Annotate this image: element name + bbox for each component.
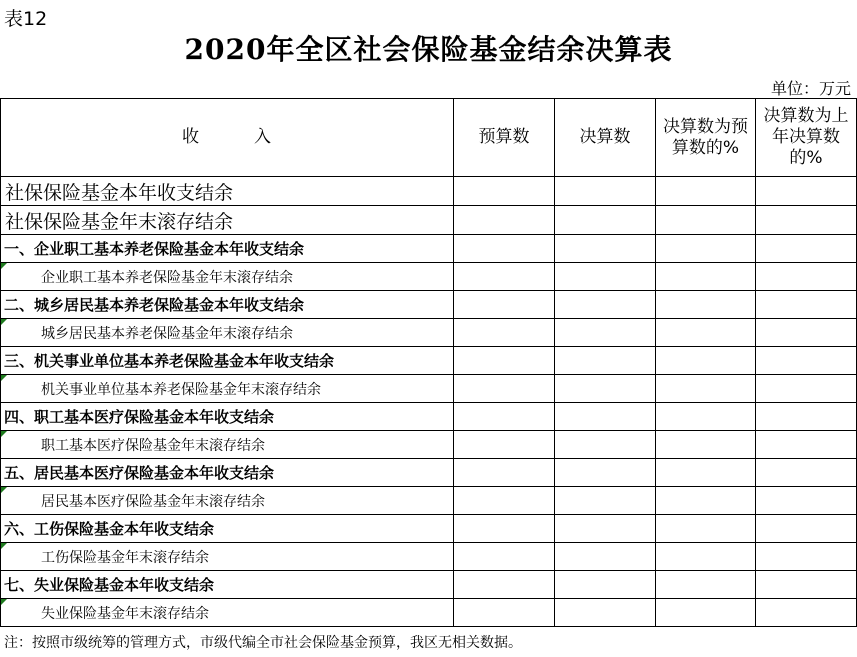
cell-budget — [454, 206, 555, 235]
cell-ratio-budget — [656, 431, 756, 459]
row-label-text: 五、居民基本医疗保险基金本年收支结余 — [4, 464, 275, 482]
row-label-text: 企业职工基本养老保险基金年末滚存结余 — [41, 269, 293, 286]
unit-label: 单位：万元 — [770, 79, 851, 98]
cell-ratio-last-year — [756, 599, 857, 627]
cell-ratio-budget — [656, 319, 756, 347]
cell-ratio-last-year — [756, 206, 857, 235]
cell-ratio-budget — [656, 515, 756, 543]
row-label-text: 居民基本医疗保险基金年末滚存结余 — [41, 493, 265, 510]
cell-budget — [454, 599, 555, 627]
table-row — [1, 235, 857, 263]
row-label — [1, 291, 454, 319]
row-label-text: 职工基本医疗保险基金年末滚存结余 — [41, 437, 265, 454]
cell-ratio-budget — [656, 347, 756, 375]
table-row — [1, 263, 857, 291]
table-row — [1, 177, 857, 206]
row-label — [1, 431, 454, 459]
cell-budget — [454, 235, 555, 263]
settlement-table — [0, 98, 857, 627]
cell-budget — [454, 291, 555, 319]
cell-budget — [454, 347, 555, 375]
table-body — [1, 177, 857, 627]
cell-marker-icon — [1, 263, 7, 269]
row-label — [1, 235, 454, 263]
cell-ratio-last-year — [756, 571, 857, 599]
row-label-text: 二、城乡居民基本养老保险基金本年收支结余 — [4, 296, 305, 314]
row-label-text: 社保保险基金本年收支结余 — [5, 181, 234, 204]
cell-ratio-budget — [656, 291, 756, 319]
cell-ratio-last-year — [756, 515, 857, 543]
cell-ratio-last-year — [756, 459, 857, 487]
cell-ratio-last-year — [756, 403, 857, 431]
row-label — [1, 543, 454, 571]
cell-ratio-last-year — [756, 487, 857, 515]
cell-final — [555, 459, 656, 487]
row-label-text: 四、职工基本医疗保险基金本年收支结余 — [4, 408, 275, 426]
header-ratio-budget: 决算数为预算数的% — [656, 99, 756, 177]
cell-final — [555, 177, 656, 206]
cell-ratio-budget — [656, 206, 756, 235]
cell-marker-icon — [1, 431, 7, 437]
cell-final — [555, 403, 656, 431]
cell-final — [555, 431, 656, 459]
row-label — [1, 206, 454, 235]
row-label — [1, 319, 454, 347]
table-row — [1, 291, 857, 319]
cell-ratio-budget — [656, 177, 756, 206]
cell-ratio-budget — [656, 571, 756, 599]
cell-budget — [454, 263, 555, 291]
header-final: 决算数 — [555, 99, 656, 177]
row-label-text: 七、失业保险基金本年收支结余 — [4, 576, 215, 594]
cell-ratio-last-year — [756, 375, 857, 403]
cell-ratio-budget — [656, 235, 756, 263]
cell-final — [555, 347, 656, 375]
cell-final — [555, 599, 656, 627]
header-budget: 预算数 — [454, 99, 555, 177]
cell-ratio-last-year — [756, 291, 857, 319]
cell-ratio-last-year — [756, 263, 857, 291]
table-header-row — [1, 99, 857, 177]
row-label-text: 一、企业职工基本养老保险基金本年收支结余 — [4, 240, 305, 258]
cell-final — [555, 291, 656, 319]
row-label-text: 失业保险基金年末滚存结余 — [41, 605, 209, 622]
row-label — [1, 403, 454, 431]
cell-budget — [454, 375, 555, 403]
cell-budget — [454, 571, 555, 599]
cell-marker-icon — [1, 375, 7, 381]
cell-marker-icon — [1, 319, 7, 325]
row-label — [1, 459, 454, 487]
cell-ratio-budget — [656, 375, 756, 403]
cell-marker-icon — [1, 543, 7, 549]
cell-final — [555, 375, 656, 403]
table-row — [1, 487, 857, 515]
cell-ratio-last-year — [756, 177, 857, 206]
table-id: 表12 — [4, 8, 48, 30]
cell-ratio-last-year — [756, 543, 857, 571]
cell-budget — [454, 431, 555, 459]
table-row — [1, 375, 857, 403]
cell-final — [555, 487, 656, 515]
row-label — [1, 515, 454, 543]
cell-ratio-budget — [656, 403, 756, 431]
cell-marker-icon — [1, 487, 7, 493]
table-row — [1, 431, 857, 459]
cell-final — [555, 543, 656, 571]
header-ratio-last-year: 决算数为上年决算数的% — [756, 99, 857, 177]
table-row — [1, 459, 857, 487]
row-label — [1, 263, 454, 291]
row-label-text: 六、工伤保险基金本年收支结余 — [4, 520, 215, 538]
cell-ratio-budget — [656, 263, 756, 291]
table-row — [1, 206, 857, 235]
row-label-text: 城乡居民基本养老保险基金年末滚存结余 — [41, 325, 293, 342]
cell-budget — [454, 403, 555, 431]
cell-ratio-budget — [656, 543, 756, 571]
row-label — [1, 177, 454, 206]
cell-marker-icon — [1, 599, 7, 605]
footnote: 注：按照市级统筹的管理方式，市级代编全市社会保险基金预算，我区无相关数据。 — [4, 635, 522, 651]
row-label — [1, 571, 454, 599]
table-row — [1, 347, 857, 375]
table-row — [1, 543, 857, 571]
table-row — [1, 319, 857, 347]
row-label-text: 机关事业单位基本养老保险基金年末滚存结余 — [41, 381, 321, 398]
cell-budget — [454, 177, 555, 206]
table-row — [1, 571, 857, 599]
cell-ratio-budget — [656, 459, 756, 487]
cell-budget — [454, 319, 555, 347]
page-title: 2020年全区社会保险基金结余决算表 — [184, 33, 673, 66]
header-income: 收 入 — [1, 99, 454, 177]
cell-ratio-budget — [656, 487, 756, 515]
cell-budget — [454, 515, 555, 543]
cell-final — [555, 235, 656, 263]
cell-final — [555, 263, 656, 291]
row-label — [1, 599, 454, 627]
row-label-text: 社保保险基金年末滚存结余 — [5, 210, 234, 233]
cell-final — [555, 206, 656, 235]
row-label-text: 工伤保险基金年末滚存结余 — [41, 549, 209, 566]
row-label — [1, 347, 454, 375]
cell-budget — [454, 487, 555, 515]
cell-final — [555, 515, 656, 543]
row-label — [1, 375, 454, 403]
cell-budget — [454, 543, 555, 571]
cell-ratio-budget — [656, 599, 756, 627]
table-row — [1, 403, 857, 431]
cell-final — [555, 571, 656, 599]
row-label-text: 三、机关事业单位基本养老保险基金本年收支结余 — [4, 352, 335, 370]
row-label — [1, 487, 454, 515]
cell-final — [555, 319, 656, 347]
table-row — [1, 599, 857, 627]
cell-ratio-last-year — [756, 319, 857, 347]
cell-ratio-last-year — [756, 235, 857, 263]
cell-ratio-last-year — [756, 431, 857, 459]
table-row — [1, 515, 857, 543]
cell-ratio-last-year — [756, 347, 857, 375]
cell-budget — [454, 459, 555, 487]
